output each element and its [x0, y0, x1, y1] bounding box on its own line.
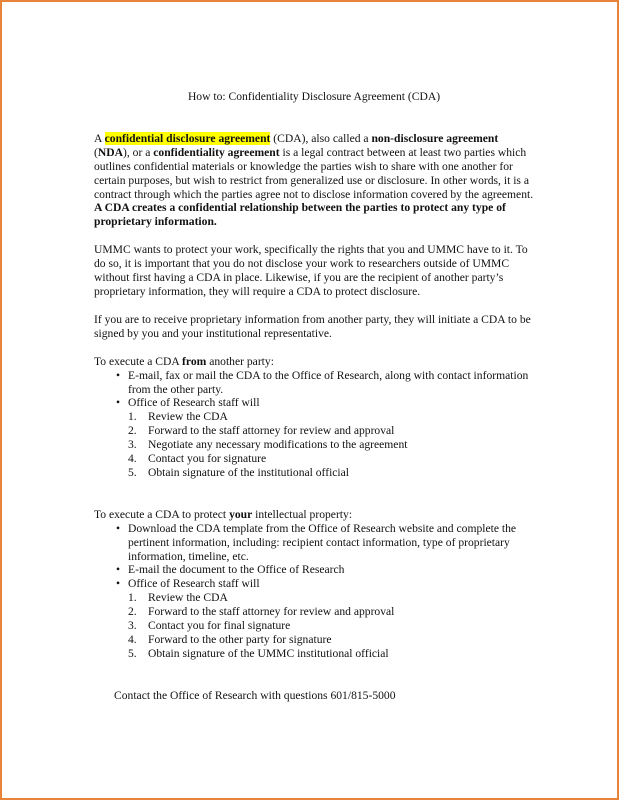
list-item: 1. Review the CDA — [128, 410, 228, 424]
protection-paragraph: UMMC wants to protect your work, specifically the rights that you and UMMC have to it. To do so, it is important that you do not disclose your work to researchers outside of UMMC without first having a CDA in place. Likewise, if you are the recipient of another party’s proprietary information, they will require a CDA to protect disclosure. — [94, 243, 528, 298]
list-item: 3. Negotiate any necessary modifications to the agreement — [128, 438, 408, 452]
list-item: 5. Obtain signature of the institutional official — [128, 465, 350, 479]
list-item: 3. Contact you for final signature — [128, 619, 291, 633]
intro-text-1: A — [94, 131, 105, 145]
bullet-icon: • — [116, 577, 121, 591]
list-item: • Office of Research staff will — [116, 396, 260, 410]
highlighted-term: confidential disclosure agreement — [104, 131, 271, 145]
list-item: • E-mail the document to the Office of Research — [116, 563, 345, 577]
receive-paragraph: If you are to receive proprietary information from another party, they will initiate a CDA to be signed by you and your institutional representative. — [94, 312, 531, 340]
bullet-icon: • — [116, 368, 121, 382]
section-own-property — [94, 508, 534, 661]
list-item: • E-mail, fax or mail the CDA to the Office of Research, along with contact information from the other party. — [116, 368, 529, 396]
list-item: 2. Forward to the staff attorney for review and approval — [128, 605, 395, 619]
intro-text-4: ), or a — [123, 145, 154, 159]
bullet-icon: • — [116, 521, 121, 535]
contact-line: Contact the Office of Research with questions 601/815-5000 — [114, 688, 396, 702]
section-heading: To execute a CDA to protect your intellectual property: — [94, 507, 353, 521]
list-item: 5. Obtain signature of the UMMC institutional official — [128, 646, 389, 660]
numbered-list — [94, 410, 534, 480]
list-item: 2. Forward to the staff attorney for review and approval — [128, 424, 395, 438]
term-nda: NDA — [97, 145, 123, 159]
document-body — [94, 90, 534, 703]
intro-text-2: (CDA), also called a — [270, 131, 372, 145]
list-item: 4. Forward to the other party for signature — [128, 633, 332, 646]
numbered-list — [94, 591, 534, 661]
section-from-party — [94, 355, 534, 480]
page-title: How to: Confidentiality Disclosure Agreement (CDA) — [187, 90, 441, 103]
intro-paragraph — [94, 132, 534, 229]
list-item: • Download the CDA template from the Office of Research website and complete the pertinent information, including: recipient contact information, type of proprietary information, timeline, etc. — [116, 521, 517, 563]
list-item: • Office of Research staff will — [116, 577, 260, 591]
bullet-icon: • — [116, 396, 121, 410]
term-nda-full: non-disclosure agreement — [371, 131, 499, 145]
intro-bold-statement: A CDA creates a confidential relationship between the parties to protect any type of proprietary information. — [94, 201, 506, 229]
term-confidentiality: confidentiality agreement — [153, 145, 280, 159]
intro-text-5: is a legal contract between at least two parties which outlines confidential materials or knowledge the parties wish to share with one another for certain purposes, but wish to restrict from generalized use or disclosure. In other words, it is a contract through which the parties agree not to disclose information covered by the agreement. — [94, 145, 534, 201]
bullet-icon: • — [116, 563, 121, 577]
intro-text-3: ( — [94, 145, 98, 159]
list-item: 4. Contact you for signature — [128, 452, 267, 466]
section-heading: To execute a CDA from another party: — [94, 354, 274, 368]
bullet-list — [94, 369, 534, 411]
bullet-list — [94, 522, 534, 592]
list-item: 1. Review the CDA — [128, 591, 228, 605]
